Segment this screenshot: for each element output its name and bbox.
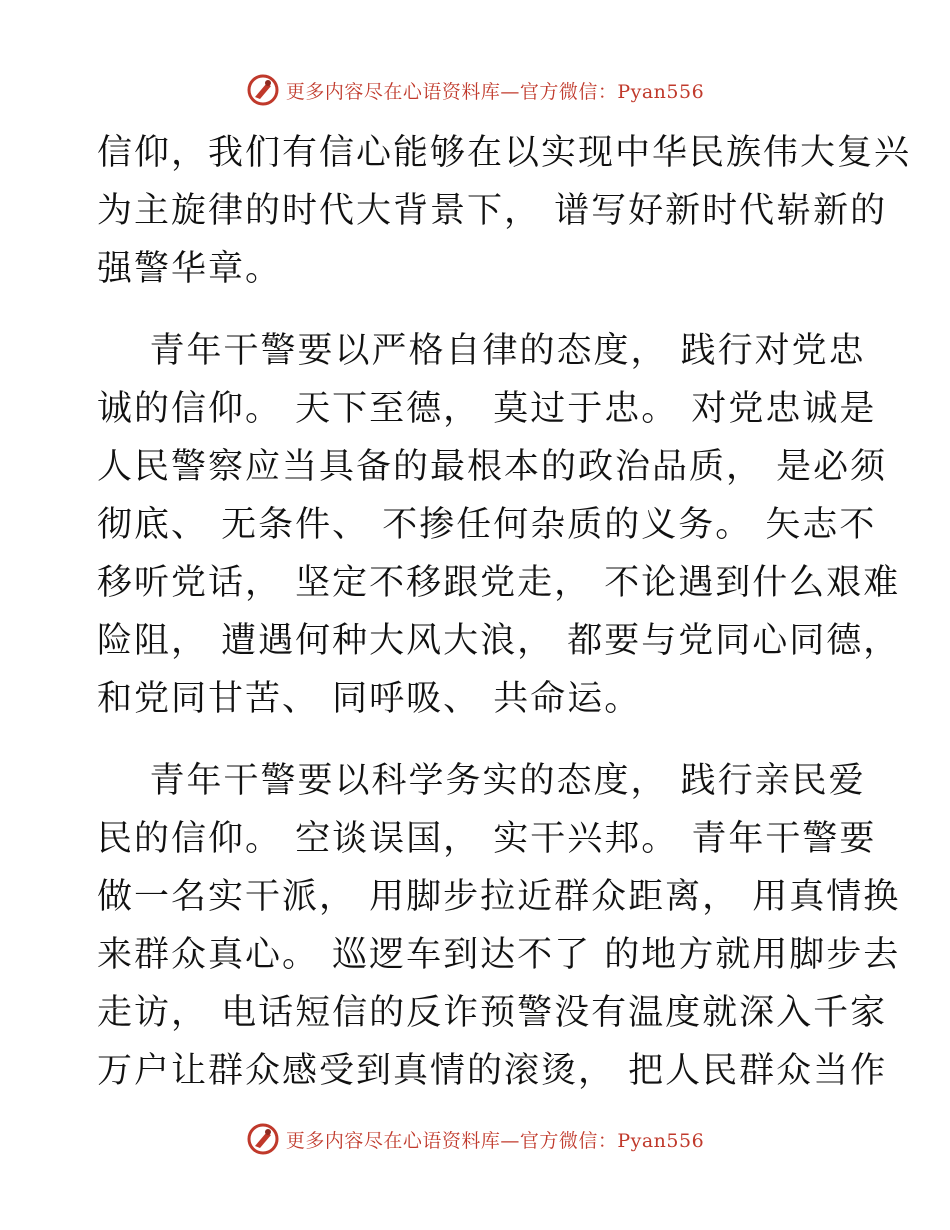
document-body xyxy=(97,124,912,1100)
text-line: 移听党话， 坚定不移跟党走， 不论遇到什么艰难 xyxy=(97,563,901,603)
paragraph xyxy=(97,322,901,728)
text-line: 信仰，我们有信心能够在以实现中华民族伟大复兴 xyxy=(97,133,912,173)
footer-banner xyxy=(0,1119,950,1159)
text-line: 和党同甘苦、 同呼吸、 共命运。 xyxy=(97,679,642,719)
text-line: 来群众真心。 巡逻车到达不了 的地方就用脚步去 xyxy=(97,935,901,975)
text-line: 青年干警要以严格自律的态度， 践行对党忠 xyxy=(97,331,866,371)
footer-banner-text: 更多内容尽在心语资料库—官方微信：Pyan556 xyxy=(285,1129,705,1152)
paragraph xyxy=(97,124,912,298)
text-line: 民的信仰。 空谈误国， 实干兴邦。 青年干警要 xyxy=(97,819,877,859)
text-line: 彻底、 无条件、 不掺任何杂质的义务。 矢志不 xyxy=(97,505,877,545)
text-line: 人民警察应当具备的最根本的政治品质， 是必须 xyxy=(97,447,888,487)
text-line: 做一名实干派， 用脚步拉近群众距离， 用真情换 xyxy=(97,877,901,917)
text-line: 诚的信仰。 天下至德， 莫过于忠。 对党忠诚是 xyxy=(97,389,877,429)
red-circle-logo-icon xyxy=(246,73,280,107)
text-line: 走访， 电话短信的反诈预警没有温度就深入千家 xyxy=(97,993,888,1033)
red-circle-logo-icon xyxy=(246,1122,280,1156)
header-banner-text: 更多内容尽在心语资料库—官方微信：Pyan556 xyxy=(285,80,705,103)
header-banner xyxy=(0,70,950,110)
text-line: 青年干警要以科学务实的态度， 践行亲民爱 xyxy=(97,761,866,801)
text-line: 强警华章。 xyxy=(97,249,283,289)
text-line: 险阻， 遭遇何种大风大浪， 都要与党同心同德， xyxy=(97,621,901,661)
text-line: 为主旋律的时代大背景下， 谱写好新时代崭新的 xyxy=(97,191,888,231)
paragraph xyxy=(97,752,901,1100)
text-line: 万户让群众感受到真情的滚烫， 把人民群众当作 xyxy=(97,1051,888,1091)
